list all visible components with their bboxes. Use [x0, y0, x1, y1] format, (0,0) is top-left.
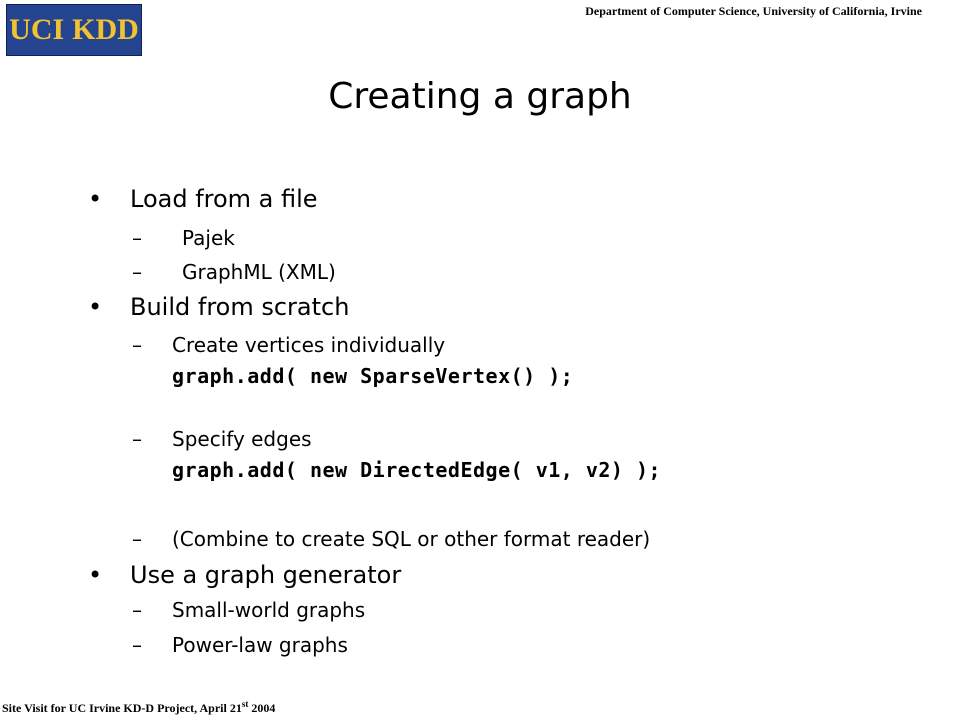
- bullet-item-build-from-scratch: [88, 293, 350, 321]
- subitem-label: Power-law graphs: [172, 633, 348, 657]
- bullet-label: Load from a file: [130, 185, 318, 213]
- bullet-icon: •: [88, 561, 103, 589]
- subitem-graphml: [132, 260, 336, 284]
- subitem-label: Pajek: [182, 226, 235, 250]
- slide-title: Creating a graph: [328, 76, 632, 117]
- bullet-label: Use a graph generator: [130, 561, 402, 589]
- dash-icon: –: [132, 427, 142, 451]
- dash-icon: –: [132, 260, 142, 284]
- dash-icon: –: [132, 598, 142, 622]
- footer-year: 2004: [248, 701, 276, 715]
- dash-icon: –: [132, 633, 142, 657]
- subitem-label: Small-world graphs: [172, 598, 366, 622]
- footer-site-visit: [2, 701, 275, 716]
- subitem-specify-edges: [132, 427, 312, 451]
- subitem-create-vertices: [132, 333, 446, 357]
- dash-icon: –: [132, 226, 142, 250]
- footer-superscript: st: [241, 699, 249, 709]
- bullet-icon: •: [88, 293, 103, 321]
- bullet-item-load-from-file: [88, 185, 318, 213]
- subitem-label: Specify edges: [172, 427, 312, 451]
- dash-icon: –: [132, 333, 142, 357]
- bullet-label: Build from scratch: [130, 293, 350, 321]
- subitem-label: Create vertices individually: [172, 333, 446, 357]
- department-header: Department of Computer Science, University of California, Irvine: [585, 4, 922, 18]
- logo-kdd-text: KDD: [72, 13, 139, 46]
- subitem-power-law: [132, 633, 348, 657]
- dash-icon: –: [132, 527, 142, 551]
- subitem-label: (Combine to create SQL or other format reader): [172, 527, 651, 551]
- code-add-vertex: graph.add( new SparseVertex() );: [172, 364, 574, 388]
- subitem-label: GraphML (XML): [182, 260, 336, 284]
- bullet-icon: •: [88, 185, 103, 213]
- logo-uci-text: UCI: [9, 13, 65, 46]
- bullet-item-graph-generator: [88, 561, 402, 589]
- subitem-combine-reader: [132, 527, 651, 551]
- code-add-edge: graph.add( new DirectedEdge( v1, v2) );: [172, 458, 662, 482]
- footer-text: Site Visit for UC Irvine KD-D Project, April 21: [2, 701, 242, 715]
- subitem-small-world: [132, 598, 366, 622]
- subitem-pajek: [132, 226, 235, 250]
